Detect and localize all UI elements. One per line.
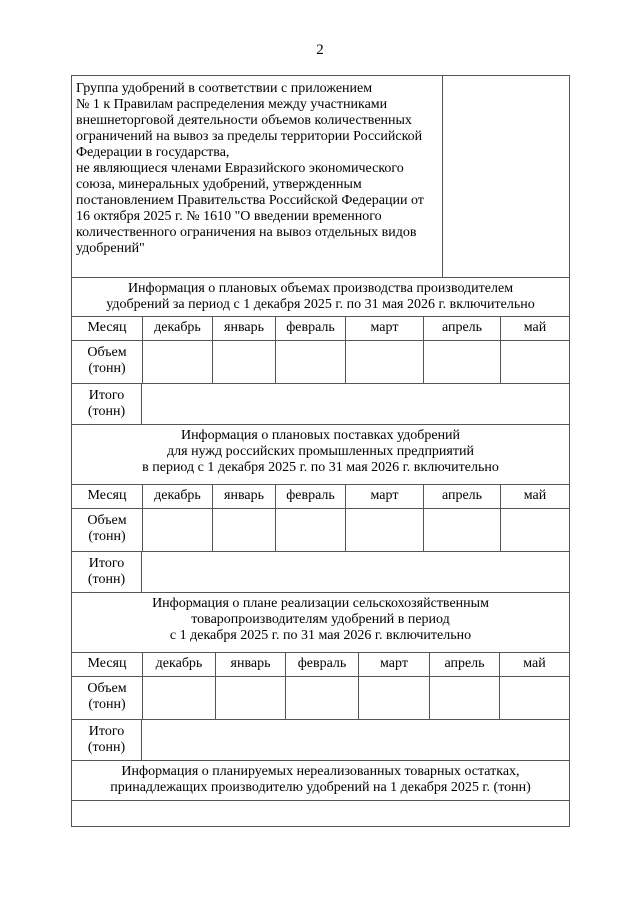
month-april: апрель — [429, 653, 499, 676]
volume-cell-february[interactable] — [275, 341, 345, 383]
month-december: декабрь — [142, 485, 212, 508]
volume-cell-december[interactable] — [142, 341, 212, 383]
volume-label: Объем (тонн) — [87, 681, 127, 712]
fertilizer-group-value-cell[interactable] — [443, 76, 569, 277]
volume-label: Объем (тонн) — [87, 345, 127, 376]
fertilizer-form-table — [71, 75, 570, 827]
volume-label: Объем (тонн) — [87, 513, 127, 544]
volume-cell-may[interactable] — [499, 677, 569, 719]
total-label: Итого (тонн) — [72, 384, 142, 424]
page-number: 2 — [316, 42, 324, 58]
fertilizer-group-row — [71, 75, 570, 278]
deliveries-volume-row — [71, 508, 570, 552]
production-month-header-row — [71, 316, 570, 341]
total-cell[interactable] — [142, 552, 569, 592]
volume-cell-february[interactable] — [285, 677, 358, 719]
unsold-stock-value-cell[interactable] — [71, 800, 570, 827]
month-april: апрель — [423, 317, 500, 340]
volume-cell-april[interactable] — [429, 677, 499, 719]
month-may: май — [500, 317, 569, 340]
month-column-header: Месяц — [87, 656, 127, 671]
month-may: май — [500, 485, 569, 508]
industrial-deliveries-heading: Информация о плановых поставках удобрений для нужд российских промышленных предприятий в период с 1 декабря 2025 г. по 31 мая 2026 г. включительно — [71, 424, 570, 485]
production-volumes-heading: Информация о плановых объемах производства производителем удобрений за период с 1 декабря 2025 г. по 31 мая 2026 г. включительно — [71, 277, 570, 317]
volume-cell-april[interactable] — [423, 341, 500, 383]
unsold-stock-heading: Информация о планируемых нереализованных товарных остатках, принадлежащих производителю удобрений на 1 декабря 2025 г. (тонн) — [71, 760, 570, 801]
month-february: февраль — [275, 485, 345, 508]
volume-cell-march[interactable] — [345, 341, 423, 383]
volume-cell-april[interactable] — [423, 509, 500, 551]
month-april: апрель — [423, 485, 500, 508]
sales-volume-row — [71, 676, 570, 720]
total-cell[interactable] — [142, 384, 569, 424]
month-january: январь — [215, 653, 285, 676]
month-february: февраль — [275, 317, 345, 340]
deliveries-total-row — [71, 551, 570, 593]
month-march: март — [358, 653, 429, 676]
volume-cell-march[interactable] — [345, 509, 423, 551]
total-cell[interactable] — [142, 720, 569, 760]
month-march: март — [345, 317, 423, 340]
volume-cell-december[interactable] — [142, 509, 212, 551]
sales-total-row — [71, 719, 570, 761]
month-column-header: Месяц — [87, 320, 127, 335]
deliveries-month-header-row — [71, 484, 570, 509]
sales-month-header-row — [71, 652, 570, 677]
production-total-row — [71, 383, 570, 425]
month-column-header: Месяц — [87, 488, 127, 503]
month-december: декабрь — [142, 653, 215, 676]
fertilizer-group-label: Группа удобрений в соответствии с приложением № 1 к Правилам распределения между участниками внешнеторговой деятельности объемов количественных ограничений на вывоз за пределы территории Российской Федерации в государства, не являющиеся членами Евразийского экономического союза, минеральных удобрений, утвержденным постановлением Правительства Российской Федерации от 16 октября 2025 г. № 1610 "О введении временного количественного ограничения на вывоз отдельных видов удобрений" — [72, 76, 443, 277]
volume-cell-february[interactable] — [275, 509, 345, 551]
production-volume-row — [71, 340, 570, 384]
total-label: Итого (тонн) — [72, 552, 142, 592]
volume-cell-january[interactable] — [212, 509, 275, 551]
agricultural-sales-heading: Информация о плане реализации сельскохозяйственным товаропроизводителям удобрений в период с 1 декабря 2025 г. по 31 мая 2026 г. включительно — [71, 592, 570, 653]
total-label: Итого (тонн) — [72, 720, 142, 760]
month-december: декабрь — [142, 317, 212, 340]
volume-cell-january[interactable] — [212, 341, 275, 383]
month-january: январь — [212, 485, 275, 508]
month-january: январь — [212, 317, 275, 340]
volume-cell-may[interactable] — [500, 341, 569, 383]
volume-cell-january[interactable] — [215, 677, 285, 719]
volume-cell-december[interactable] — [142, 677, 215, 719]
volume-cell-may[interactable] — [500, 509, 569, 551]
month-may: май — [499, 653, 569, 676]
volume-cell-march[interactable] — [358, 677, 429, 719]
month-february: февраль — [285, 653, 358, 676]
month-march: март — [345, 485, 423, 508]
